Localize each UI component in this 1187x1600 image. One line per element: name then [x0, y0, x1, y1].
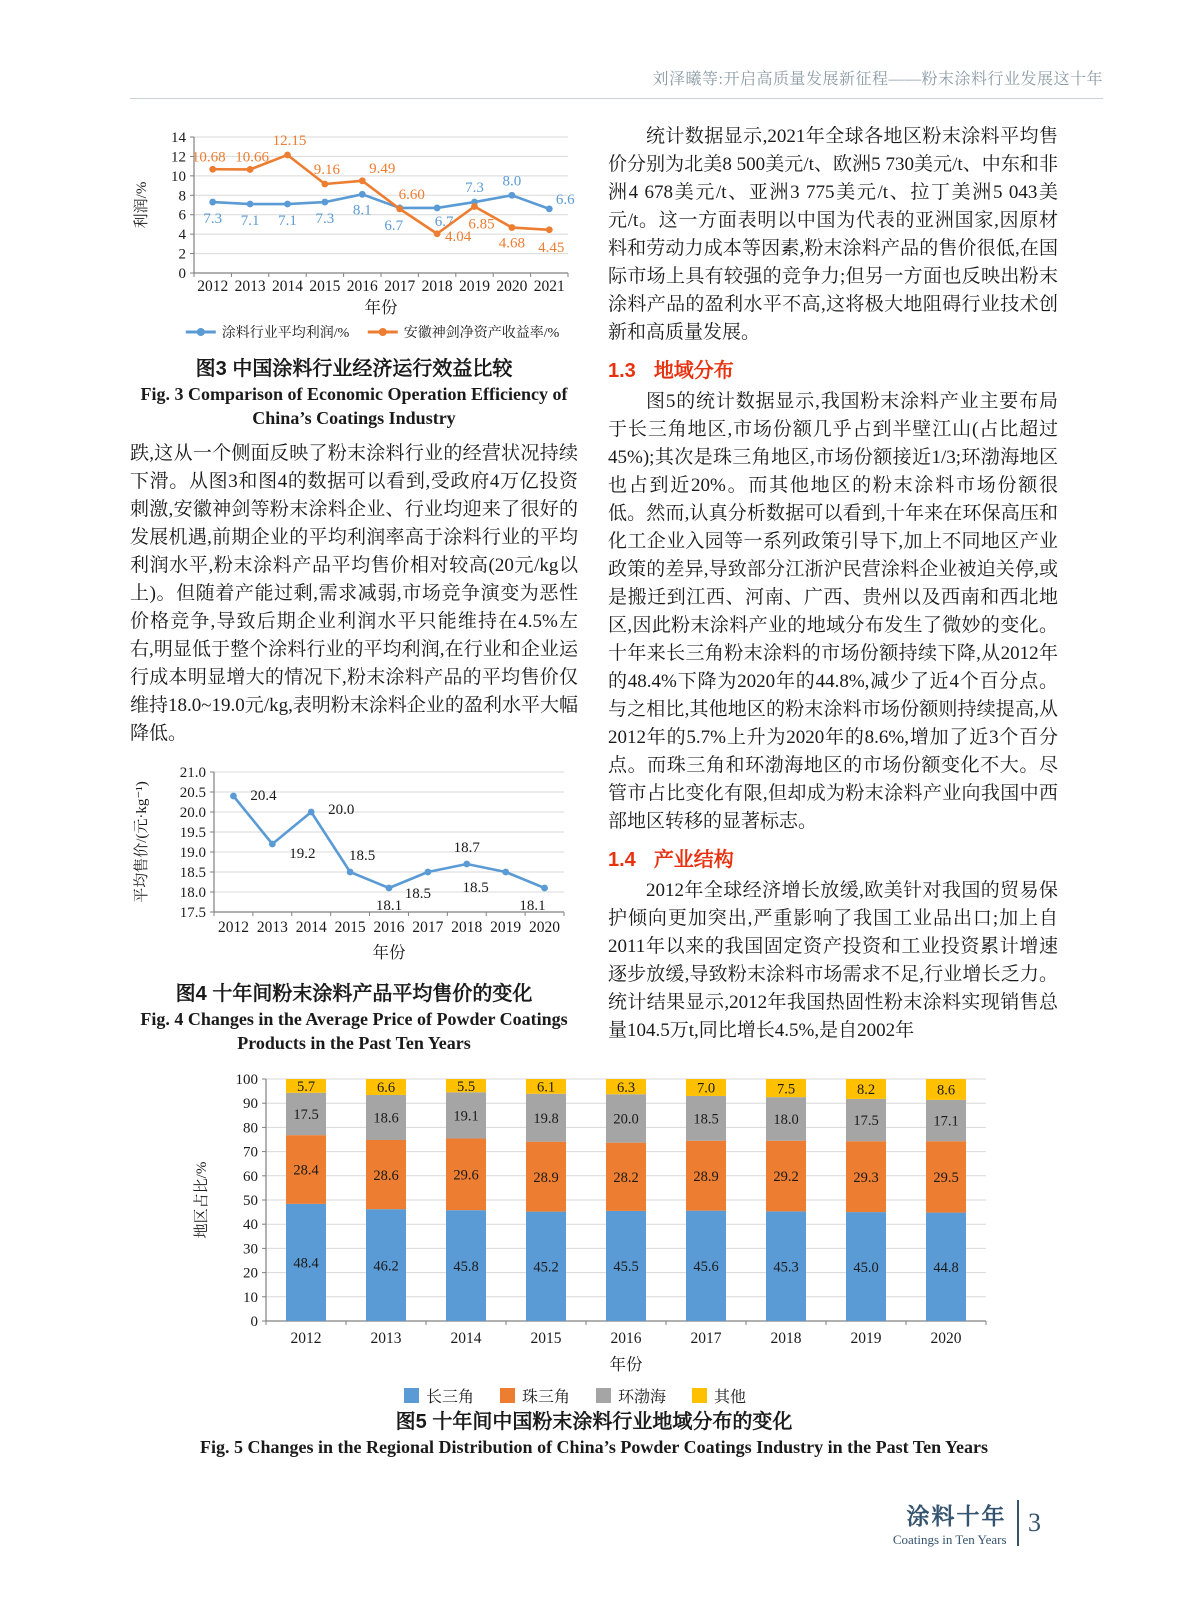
svg-text:17.5: 17.5: [179, 905, 206, 921]
fig5-caption-cn: 图5 十年间中国粉末涂料行业地域分布的变化: [395, 1411, 793, 1433]
svg-text:20.0: 20.0: [179, 805, 206, 821]
svg-text:6.7: 6.7: [384, 217, 404, 234]
svg-text:10: 10: [243, 1289, 258, 1306]
svg-text:2012: 2012: [197, 278, 229, 295]
svg-text:利润/%: 利润/%: [134, 181, 150, 229]
svg-text:50: 50: [243, 1193, 258, 1209]
svg-text:4.04: 4.04: [444, 228, 472, 245]
brand-cn: 涂料十年: [906, 1503, 1007, 1529]
svg-text:20.4: 20.4: [250, 788, 277, 804]
figure-3: [130, 123, 578, 430]
fig4-line-chart: [130, 760, 578, 974]
section-title: 地域分布: [653, 360, 734, 382]
svg-text:2019: 2019: [459, 278, 490, 295]
legend-swatch: [404, 1388, 419, 1403]
legend-item: [500, 1384, 570, 1407]
svg-text:17.5: 17.5: [853, 1113, 879, 1130]
svg-text:年份: 年份: [364, 298, 398, 317]
svg-text:2020: 2020: [496, 278, 528, 295]
svg-text:20.0: 20.0: [328, 802, 355, 818]
svg-text:19.8: 19.8: [533, 1110, 559, 1127]
svg-text:18.1: 18.1: [519, 898, 546, 914]
svg-text:9.16: 9.16: [313, 162, 341, 179]
svg-text:90: 90: [243, 1096, 258, 1113]
svg-text:28.2: 28.2: [613, 1169, 639, 1186]
journal-brand: [893, 1498, 1007, 1548]
svg-text:70: 70: [243, 1144, 258, 1161]
fig5-caption-en: Fig. 5 Changes in the Regional Distribution of China’s Powder Coatings Industry in the Past Ten Years: [200, 1437, 988, 1457]
svg-text:6.6: 6.6: [376, 1080, 396, 1097]
left-paragraph: 跌,这从一个侧面反映了粉末涂料行业的经营状况持续下滑。从图3和图4的数据可以看到,受政府4万亿投资刺激,安徽神剑等粉末涂料企业、行业均迎来了很好的发展机遇,前期企业的平均利润率高于涂料行业的平均利润水平,粉末涂料产品平均售价相对较高(20元/kg以上)。但随着产能过剩,需求减弱,市场竞争演变为恶性价格竞争,导致后期企业利润水平只能维持在4.5%左右,明显低于整个涂料行业的平均利润,在行业和企业运行成本明显增大的情况下,粉末涂料产品的平均售价仅维持18.0~19.0元/kg,表明粉末涂料企业的盈利水平大幅降低。: [130, 443, 578, 744]
svg-text:18.7: 18.7: [453, 840, 480, 856]
svg-text:8.2: 8.2: [856, 1082, 876, 1099]
section-number: 1.4: [608, 849, 636, 871]
legend-item: [596, 1384, 666, 1407]
svg-text:44.8: 44.8: [933, 1259, 959, 1276]
svg-text:6.3: 6.3: [616, 1079, 636, 1096]
svg-text:2017: 2017: [412, 919, 444, 936]
legend-item: [692, 1384, 746, 1407]
svg-text:45.0: 45.0: [853, 1259, 879, 1276]
svg-text:8.0: 8.0: [502, 173, 522, 190]
svg-text:18.0: 18.0: [773, 1112, 799, 1129]
svg-text:20: 20: [243, 1265, 258, 1282]
svg-text:2015: 2015: [334, 919, 366, 936]
svg-text:29.2: 29.2: [773, 1169, 799, 1186]
svg-text:2014: 2014: [295, 919, 327, 936]
svg-text:7.5: 7.5: [776, 1081, 796, 1098]
svg-text:年份: 年份: [372, 943, 406, 962]
svg-text:7.1: 7.1: [240, 213, 260, 230]
svg-text:4.68: 4.68: [498, 235, 526, 252]
svg-text:19.1: 19.1: [453, 1108, 479, 1125]
running-header-text: 刘泽曦等:开启高质量发展新征程——粉末涂料行业发展这十年: [652, 71, 1103, 88]
svg-text:18.0: 18.0: [179, 885, 206, 901]
svg-text:2014: 2014: [450, 1330, 482, 1347]
svg-text:8.6: 8.6: [936, 1082, 956, 1099]
legend-swatch: [500, 1388, 515, 1403]
svg-text:2019: 2019: [490, 919, 522, 936]
svg-text:2018: 2018: [421, 278, 453, 295]
legend-label: 珠三角: [521, 1389, 570, 1406]
svg-text:19.2: 19.2: [289, 846, 316, 862]
svg-text:18.5: 18.5: [462, 880, 489, 896]
fig3-caption-cn: 图3 中国涂料行业经济运行效益比较: [195, 358, 513, 380]
svg-text:2: 2: [178, 246, 186, 263]
svg-text:80: 80: [243, 1120, 258, 1137]
svg-text:46.2: 46.2: [373, 1258, 399, 1275]
svg-text:4: 4: [178, 227, 186, 244]
two-column-body: [0, 99, 1187, 1055]
svg-text:29.6: 29.6: [453, 1167, 479, 1184]
svg-text:5.5: 5.5: [456, 1078, 476, 1095]
svg-text:14: 14: [171, 130, 186, 146]
svg-text:2015: 2015: [530, 1330, 562, 1347]
svg-text:8: 8: [178, 188, 186, 205]
svg-text:29.3: 29.3: [853, 1169, 879, 1186]
svg-text:28.9: 28.9: [533, 1169, 559, 1186]
legend-label: 环渤海: [618, 1389, 667, 1406]
running-header: [130, 0, 1103, 99]
fig3-caption-en-line2: China’s Coatings Industry: [252, 408, 456, 428]
svg-text:45.8: 45.8: [453, 1258, 479, 1275]
svg-text:2016: 2016: [610, 1330, 642, 1347]
svg-text:6.1: 6.1: [536, 1079, 556, 1096]
svg-text:45.5: 45.5: [613, 1259, 639, 1276]
left-column: [130, 123, 578, 1055]
svg-text:7.3: 7.3: [465, 180, 484, 197]
svg-text:28.6: 28.6: [373, 1167, 399, 1184]
fig3-caption-en-line1: Fig. 3 Comparison of Economic Operation Efficiency of: [140, 384, 568, 404]
svg-text:2021: 2021: [533, 278, 565, 295]
svg-text:2019: 2019: [850, 1330, 882, 1347]
svg-text:8.1: 8.1: [352, 202, 372, 219]
svg-text:2020: 2020: [529, 919, 561, 936]
svg-text:2012: 2012: [217, 919, 249, 936]
svg-text:2012: 2012: [290, 1330, 322, 1347]
svg-text:7.3: 7.3: [203, 211, 223, 228]
svg-text:2020: 2020: [930, 1330, 962, 1347]
svg-text:年份: 年份: [609, 1355, 643, 1374]
svg-text:18.5: 18.5: [693, 1111, 719, 1128]
right-paragraph-2: 图5的统计数据显示,我国粉末涂料产业主要布局于长三角地区,市场份额几乎占到半壁江山(占比超过45%);其次是珠三角地区,市场份额接近1/3;环渤海地区也占到近20%。而其他地区的粉末涂料市场份额很低。然而,认真分析数据可以看到,十年来在环保高压和化工企业入园等一系列政策引导下,加上不同地区产业政策的差异,导致部分江浙沪民营涂料企业被迫关停,或是搬迁到江西、河南、广西、贵州以及西南和西北地区,因此粉末涂料产业的地域分布发生了微妙的变化。十年来长三角粉末涂料的市场份额持续下降,从2012年的48.4%下降为2020年的44.8%,减少了近4个百分点。与之相比,其他地区的粉末涂料市场份额则持续提高,从2012年的5.7%上升为2020年的8.6%,增加了近3个百分点。而珠三角和环渤海地区的市场份额变化不大。尽管市占比变化有限,但却成为粉末涂料产业向我国中西部地区转移的显著标志。: [608, 391, 1058, 832]
legend-item: [404, 1384, 474, 1407]
svg-text:10.68: 10.68: [191, 149, 226, 166]
svg-text:涂料行业平均利润/%: 涂料行业平均利润/%: [221, 326, 350, 341]
svg-text:21.0: 21.0: [179, 765, 206, 781]
svg-text:地区占比/%: 地区占比/%: [194, 1161, 210, 1239]
svg-text:17.5: 17.5: [293, 1107, 319, 1124]
svg-text:0: 0: [250, 1314, 258, 1330]
svg-text:平均售价/(元·kg⁻¹): 平均售价/(元·kg⁻¹): [134, 781, 150, 903]
svg-text:7.1: 7.1: [278, 213, 297, 230]
right-paragraph-1: 统计数据显示,2021年全球各地区粉末涂料平均售价分别为北美8 500美元/t、欧洲5 730美元/t、中东和非洲4 678美元/t、亚洲3 775美元/t、拉丁美洲5 043美元/t。这一方面表明以中国为代表的亚洲国家,因原材料和劳动力成本等因素,粉末涂料产品的售价很低,在国际市场上具有较强的竞争力;但另一方面也反映出粉末涂料产品的盈利水平不高,这将极大地阻碍行业技术创新和高质量发展。: [608, 126, 1058, 343]
svg-text:12.15: 12.15: [272, 132, 307, 149]
right-paragraph-3: 2012年全球经济增长放缓,欧美针对我国的贸易保护倾向更加突出,严重影响了我国工业品出口;加上自2011年以来的我国固定资产投资和工业投资累计增速逐步放缓,导致粉末涂料市场需求不足,行业增长乏力。统计结果显示,2012年我国热固性粉末涂料实现销售总量104.5万t,同比增长4.5%,是自2002年: [608, 880, 1058, 1041]
svg-text:10.66: 10.66: [235, 149, 269, 166]
right-column: [608, 123, 1058, 1055]
figure-5: [0, 1063, 1187, 1459]
svg-text:100: 100: [235, 1072, 258, 1088]
svg-text:30: 30: [243, 1241, 258, 1258]
svg-text:29.5: 29.5: [933, 1170, 959, 1187]
svg-text:28.9: 28.9: [693, 1168, 719, 1185]
svg-text:2013: 2013: [234, 278, 266, 295]
section-number: 1.3: [608, 360, 636, 382]
section-heading-1-3: [608, 354, 1058, 383]
fig4-caption-en-line2: Products in the Past Ten Years: [237, 1033, 471, 1053]
legend-swatch: [692, 1388, 707, 1403]
footer-divider: [1017, 1500, 1020, 1546]
legend-label: 其他: [714, 1389, 747, 1406]
svg-text:18.5: 18.5: [179, 865, 206, 881]
svg-text:2018: 2018: [770, 1330, 802, 1347]
section-heading-1-4: [608, 843, 1058, 872]
brand-en: Coatings in Ten Years: [892, 1532, 1007, 1547]
svg-text:6.6: 6.6: [555, 191, 575, 208]
svg-text:安徽神剑净资产收益率/%: 安徽神剑净资产收益率/%: [403, 326, 560, 341]
legend-label: 长三角: [425, 1389, 474, 1406]
fig5-stacked-bar-chart: [190, 1063, 1010, 1379]
svg-text:48.4: 48.4: [293, 1255, 319, 1272]
svg-text:6.60: 6.60: [398, 186, 425, 203]
svg-text:12: 12: [171, 149, 186, 166]
svg-text:18.5: 18.5: [404, 886, 432, 902]
fig4-caption-en-line1: Fig. 4 Changes in the Average Price of Powder Coatings: [140, 1009, 568, 1029]
svg-text:20.0: 20.0: [613, 1111, 639, 1128]
svg-text:6: 6: [178, 207, 186, 224]
svg-text:2016: 2016: [346, 278, 378, 295]
svg-text:7.3: 7.3: [315, 211, 335, 228]
svg-text:19.0: 19.0: [179, 845, 206, 861]
svg-text:45.6: 45.6: [693, 1259, 719, 1276]
svg-text:18.6: 18.6: [373, 1110, 399, 1127]
svg-text:60: 60: [243, 1168, 258, 1185]
svg-text:5.7: 5.7: [296, 1079, 316, 1096]
svg-text:2013: 2013: [370, 1330, 402, 1347]
fig5-legend: [130, 1384, 1020, 1407]
svg-text:6.7: 6.7: [434, 213, 454, 230]
svg-text:10: 10: [171, 168, 186, 185]
svg-text:45.2: 45.2: [533, 1259, 559, 1276]
svg-text:17.1: 17.1: [933, 1113, 959, 1130]
fig3-line-chart: [130, 123, 578, 349]
svg-text:4.45: 4.45: [538, 239, 565, 256]
svg-text:2016: 2016: [373, 919, 405, 936]
svg-text:2018: 2018: [451, 919, 483, 936]
page-footer: [893, 1498, 1041, 1548]
svg-text:18.1: 18.1: [375, 898, 403, 914]
svg-text:2013: 2013: [256, 919, 288, 936]
svg-text:2017: 2017: [384, 278, 416, 295]
svg-text:40: 40: [243, 1217, 258, 1234]
svg-text:9.49: 9.49: [369, 160, 396, 177]
svg-text:6.85: 6.85: [468, 216, 495, 233]
figure-4: [130, 760, 578, 1055]
section-title: 产业结构: [653, 849, 734, 871]
page-number: 3: [1028, 1508, 1041, 1537]
svg-text:0: 0: [178, 266, 186, 282]
svg-text:28.4: 28.4: [293, 1162, 319, 1179]
svg-text:20.5: 20.5: [179, 785, 206, 801]
svg-text:2017: 2017: [690, 1330, 722, 1347]
legend-swatch: [596, 1388, 611, 1403]
svg-text:45.3: 45.3: [773, 1259, 799, 1276]
svg-text:2014: 2014: [272, 278, 303, 295]
svg-text:18.5: 18.5: [348, 848, 376, 864]
svg-text:7.0: 7.0: [696, 1080, 716, 1097]
svg-text:2015: 2015: [309, 278, 341, 295]
fig4-caption-cn: 图4 十年间粉末涂料产品平均售价的变化: [175, 983, 533, 1005]
svg-text:19.5: 19.5: [179, 825, 206, 841]
